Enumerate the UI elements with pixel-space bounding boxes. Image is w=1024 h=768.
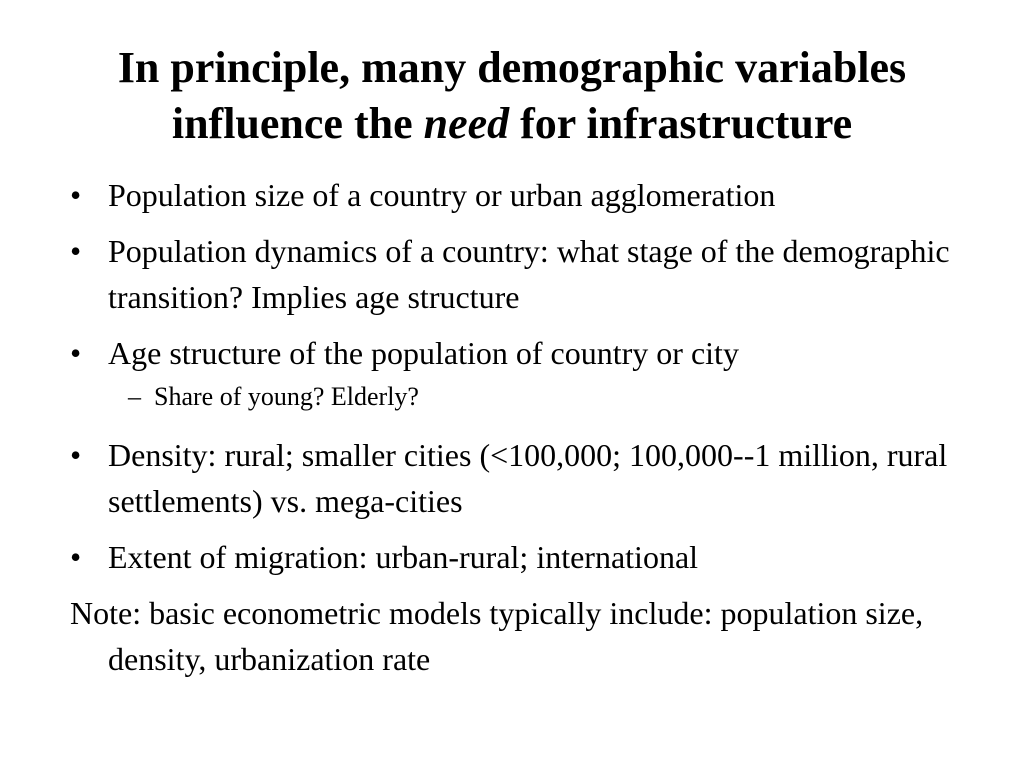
bullet-text: Age structure of the population of country or city (108, 335, 739, 371)
bullet-item (70, 432, 970, 524)
sub-bullet-text: Share of young? Elderly? (154, 382, 419, 411)
sub-bullet-marker: – (128, 382, 141, 411)
slide-body (70, 172, 970, 682)
sub-bullet-item (70, 380, 970, 414)
title-text-after: for infrastructure (509, 99, 853, 148)
bullet-text: Population dynamics of a country: what stage of the demographic transition? Implies age structure (108, 233, 950, 315)
bullet-marker: • (70, 335, 82, 371)
bullet-marker: • (70, 177, 82, 213)
bullet-marker: • (70, 539, 82, 575)
title-emphasis: need (423, 99, 510, 148)
bullet-item (70, 330, 970, 376)
slide-title (20, 40, 1004, 152)
bullet-item (70, 172, 970, 218)
note-text: Note: basic econometric models typically include: population size, density, urbanization rate (70, 595, 924, 677)
bullet-item (70, 228, 970, 320)
bullet-marker: • (70, 437, 82, 473)
bullet-text: Density: rural; smaller cities (<100,000; 100,000--1 million, rural settlements) vs. mega-cities (108, 437, 948, 519)
title-line-2 (20, 96, 1004, 152)
bullet-text: Population size of a country or urban agglomeration (108, 177, 776, 213)
title-text-before: influence the (171, 99, 424, 148)
title-line-1: In principle, many demographic variables (117, 43, 907, 92)
bullet-text: Extent of migration: urban-rural; international (108, 539, 699, 575)
bullet-item (70, 534, 970, 580)
bullet-marker: • (70, 233, 82, 269)
